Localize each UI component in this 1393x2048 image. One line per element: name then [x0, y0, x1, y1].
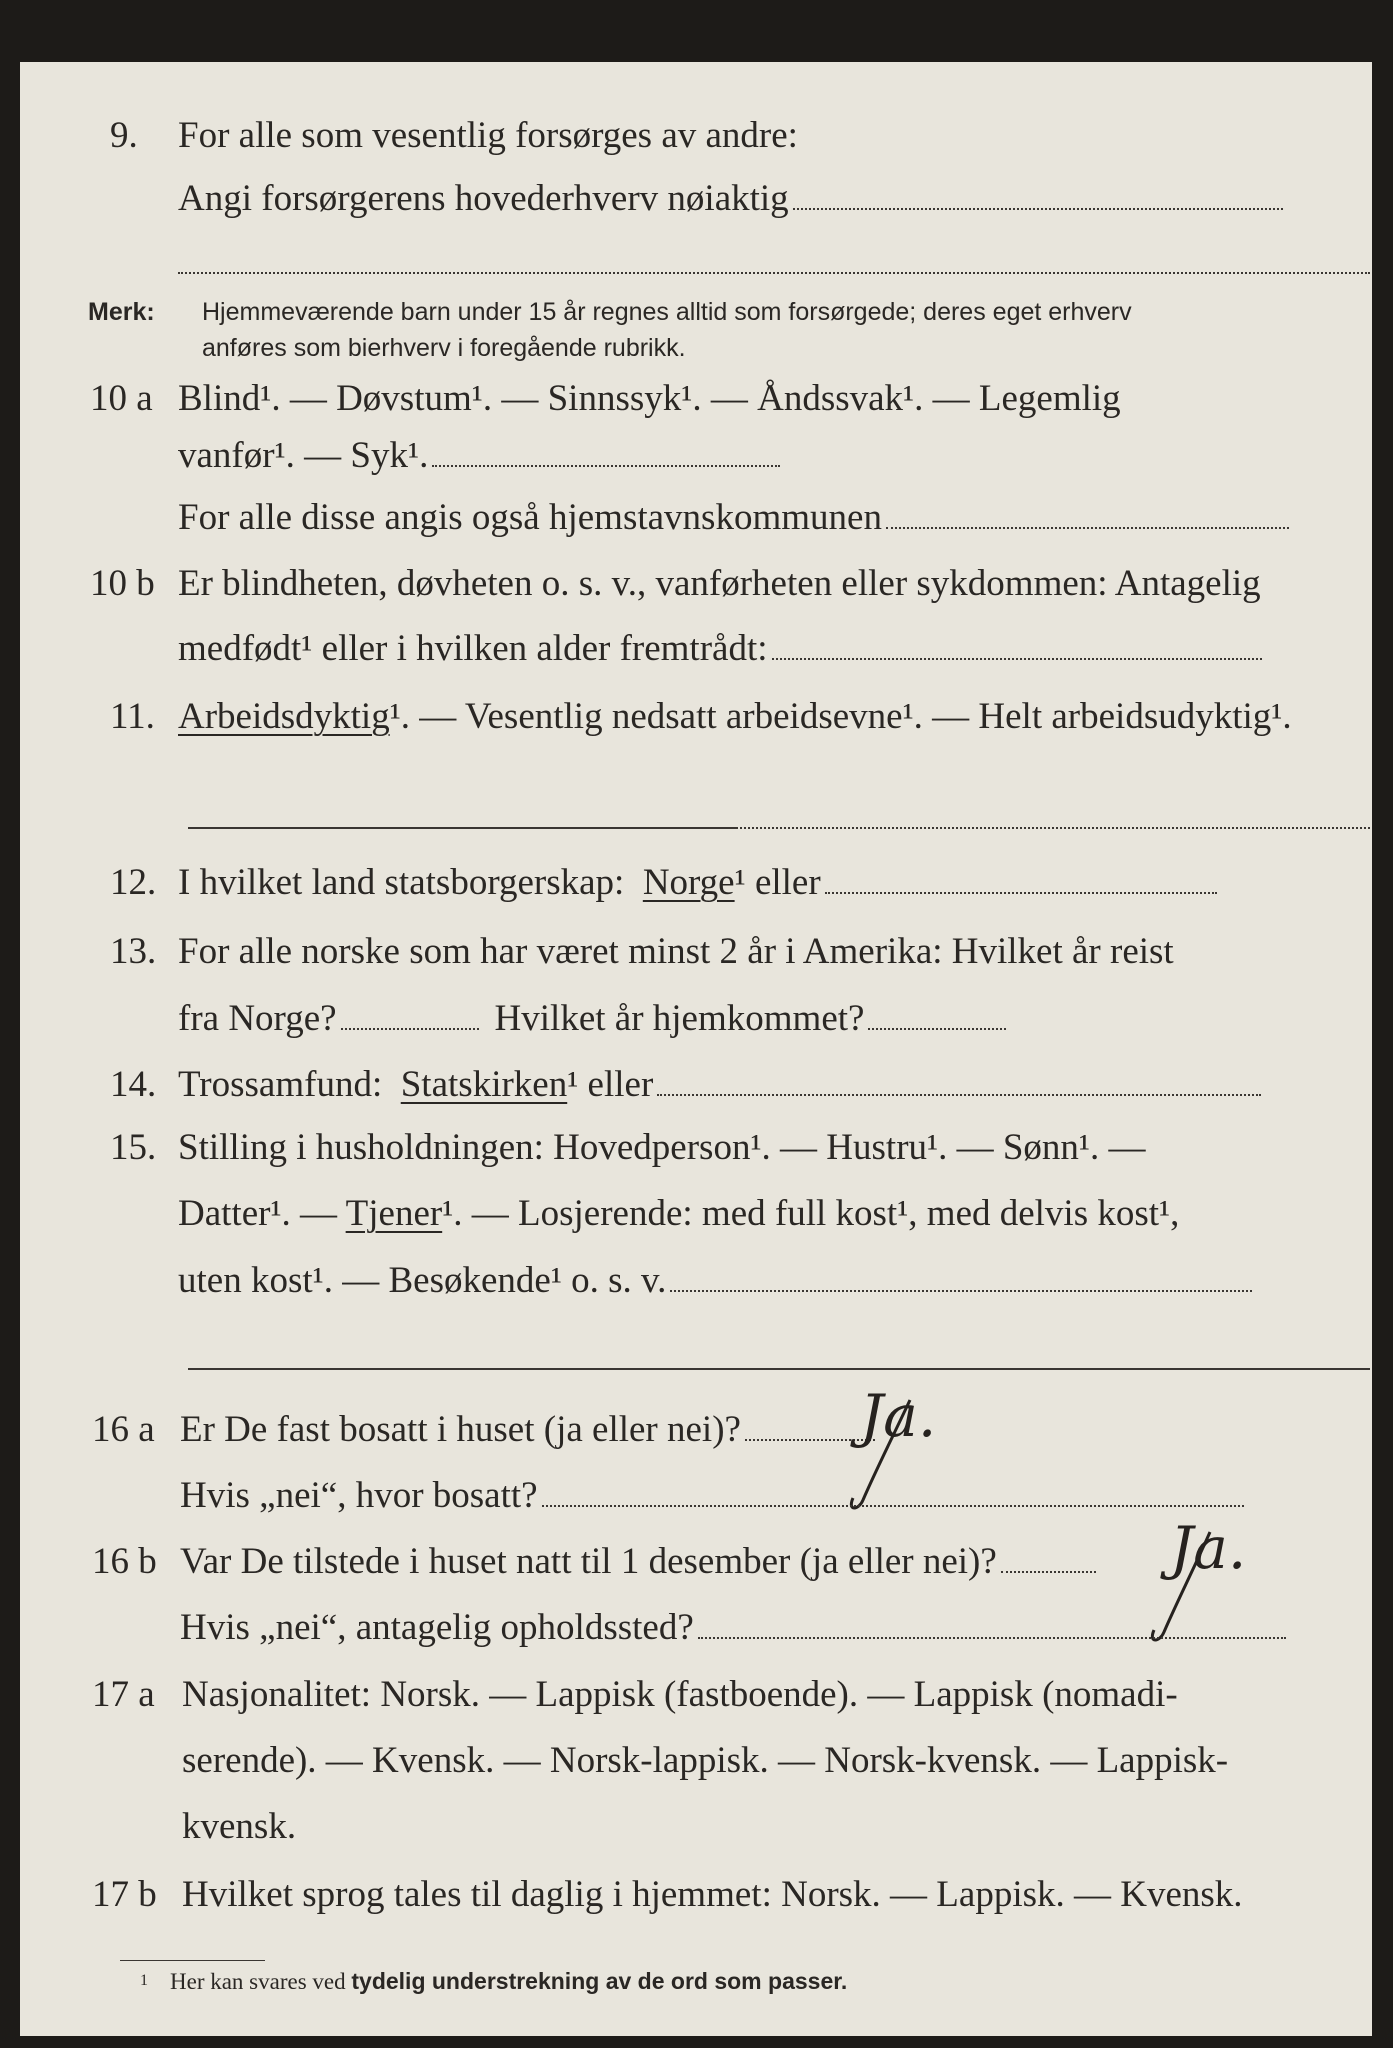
q11-answer-line-dotted[interactable] — [740, 827, 1370, 829]
q10a-line2 — [178, 434, 780, 478]
q16a-line1 — [180, 1408, 875, 1452]
q14-answer-line[interactable] — [657, 1093, 1261, 1096]
q17a-number: 17 a — [92, 1674, 155, 1715]
q14-text: Trossamfund: — [178, 1064, 383, 1105]
q10a-line1: Blind¹. — Døvstum¹. — Sinnssyk¹. — Åndssvak¹. — Legemlig — [178, 378, 1121, 419]
q10b-line1: Er blindheten, døvheten o. s. v., vanførheten eller sykdommen: Antagelig — [178, 563, 1261, 604]
q12-text: I hvilket land statsborgerskap: — [178, 862, 625, 903]
q15-line2 — [178, 1192, 1179, 1236]
q15-losjerende: ¹. — Losjerende: med full kost¹, med delvis kost¹, — [442, 1193, 1180, 1234]
q15-answer-line-2[interactable] — [188, 1368, 1370, 1370]
q10a-line3-text: For alle disse angis også hjemstavnskommunen — [178, 497, 882, 538]
q12-line — [178, 861, 1217, 905]
q12-answer-line[interactable] — [825, 891, 1217, 894]
q17a-line1: Nasjonalitet: Norsk. — Lappisk (fastboende). — Lappisk (nomadi- — [182, 1674, 1178, 1715]
q11-option-arbeidsdyktig[interactable]: Arbeidsdyktig — [178, 696, 390, 737]
q16b-number: 16 b — [92, 1541, 157, 1582]
q9-number: 9. — [110, 115, 138, 156]
q10a-line2-text: vanfør¹. — Syk¹. — [178, 435, 429, 476]
q17a-line2: serende). — Kvensk. — Norsk-lappisk. — Norsk-kvensk. — Lappisk- — [182, 1740, 1229, 1781]
q16b-opholdssted-answer[interactable] — [698, 1636, 1286, 1639]
q10b-number: 10 b — [90, 563, 155, 604]
census-form-page — [20, 62, 1372, 2036]
q13-line1: For alle norske som har været minst 2 år i Amerika: Hvilket år reist — [178, 931, 1174, 972]
q11-rest: ¹. — Vesentlig nedsatt arbeidsevne¹. — Helt arbeidsudyktig¹. — [389, 696, 1292, 737]
q12-number: 12. — [110, 862, 157, 903]
merk-line2: anføres som bierhverv i foregående rubrikk. — [202, 334, 686, 362]
q16a-question: Er De fast bosatt i huset (ja eller nei)? — [180, 1409, 741, 1450]
q15-line3-text: uten kost¹. — Besøkende¹ o. s. v. — [178, 1260, 667, 1301]
q10a-line3 — [178, 496, 1289, 540]
footnote-mark: 1 — [140, 1972, 148, 1989]
q11-number: 11. — [110, 696, 155, 737]
q10a-hjemstavn-line[interactable] — [886, 526, 1289, 529]
merk-label: Merk: — [88, 298, 155, 326]
q12-option-norge[interactable]: Norge — [642, 862, 735, 903]
q9-prompt-text: Angi forsørgerens hovederhverv nøiaktig — [178, 178, 789, 219]
q14-line — [178, 1063, 1261, 1107]
q17b-line1: Hvilket sprog tales til daglig i hjemmet: Norsk. — Lappisk. — Kvensk. — [182, 1874, 1243, 1915]
q9-question: For alle som vesentlig forsørges av andre: — [178, 115, 798, 156]
q9-answer-line[interactable] — [793, 207, 1283, 210]
q16b-answer-line[interactable] — [1001, 1570, 1096, 1573]
q10a-number: 10 a — [90, 378, 153, 419]
q10a-answer-line[interactable] — [432, 464, 780, 467]
q15-line3 — [178, 1259, 1252, 1303]
q13-number: 13. — [110, 931, 157, 972]
q15-datter: Datter¹. — — [178, 1193, 338, 1234]
q12-eller: ¹ eller — [734, 862, 821, 903]
q16a-line2 — [180, 1474, 1244, 1518]
q15-line1: Stilling i husholdningen: Hovedperson¹. — Hustru¹. — Sønn¹. — — [178, 1127, 1146, 1168]
q9-answer-line-2[interactable] — [178, 272, 1370, 274]
q13-line2 — [178, 997, 1006, 1041]
q14-number: 14. — [110, 1064, 157, 1105]
q16b-opholdssted-label: Hvis „nei“, antagelig opholdssted? — [180, 1607, 694, 1648]
q16b-line2 — [180, 1606, 1286, 1650]
q16a-hvor-answer[interactable] — [542, 1504, 1244, 1507]
q16a-hvor-label: Hvis „nei“, hvor bosatt? — [180, 1475, 538, 1516]
footnote-divider — [120, 1960, 265, 1961]
q14-option-statskirken[interactable]: Statskirken — [400, 1064, 568, 1105]
footnote-plain: Her kan svares ved — [170, 1969, 346, 1994]
q13-hjemkommet-label: Hvilket år hjemkommet? — [494, 998, 865, 1039]
q10b-line2-text: medfødt¹ eller i hvilken alder fremtrådt: — [178, 628, 768, 669]
q16b-line1 — [180, 1540, 1096, 1584]
q16b-handwritten-answer: Ja. — [1170, 1514, 1247, 1582]
q17a-line3: kvensk. — [182, 1806, 297, 1847]
q16a-number: 16 a — [92, 1409, 155, 1450]
footnote-text — [170, 1968, 847, 1995]
q16b-question: Var De tilstede i huset natt til 1 desember (ja eller nei)? — [180, 1541, 997, 1582]
q13-reist-answer[interactable] — [341, 1027, 479, 1030]
q14-eller: ¹ eller — [567, 1064, 654, 1105]
q13-reist-label: fra Norge? — [178, 998, 337, 1039]
q10b-answer-line[interactable] — [772, 657, 1262, 660]
q11-line — [178, 695, 1292, 739]
merk-line1: Hjemmeværende barn under 15 år regnes alltid som forsørgede; deres eget erhverv — [202, 298, 1132, 326]
q17b-number: 17 b — [92, 1874, 157, 1915]
q16a-handwritten-answer: Ja. — [860, 1382, 937, 1450]
q15-number: 15. — [110, 1127, 157, 1168]
q15-answer-line[interactable] — [670, 1289, 1252, 1292]
q15-option-tjener[interactable]: Tjener — [345, 1193, 443, 1234]
q13-hjemkommet-answer[interactable] — [868, 1027, 1006, 1030]
footnote-bold: tydelig understrekning av de ord som passer. — [351, 1968, 848, 1994]
q9-prompt — [178, 177, 1283, 221]
q11-answer-line-solid[interactable] — [188, 827, 738, 829]
q10b-line2 — [178, 627, 1262, 671]
